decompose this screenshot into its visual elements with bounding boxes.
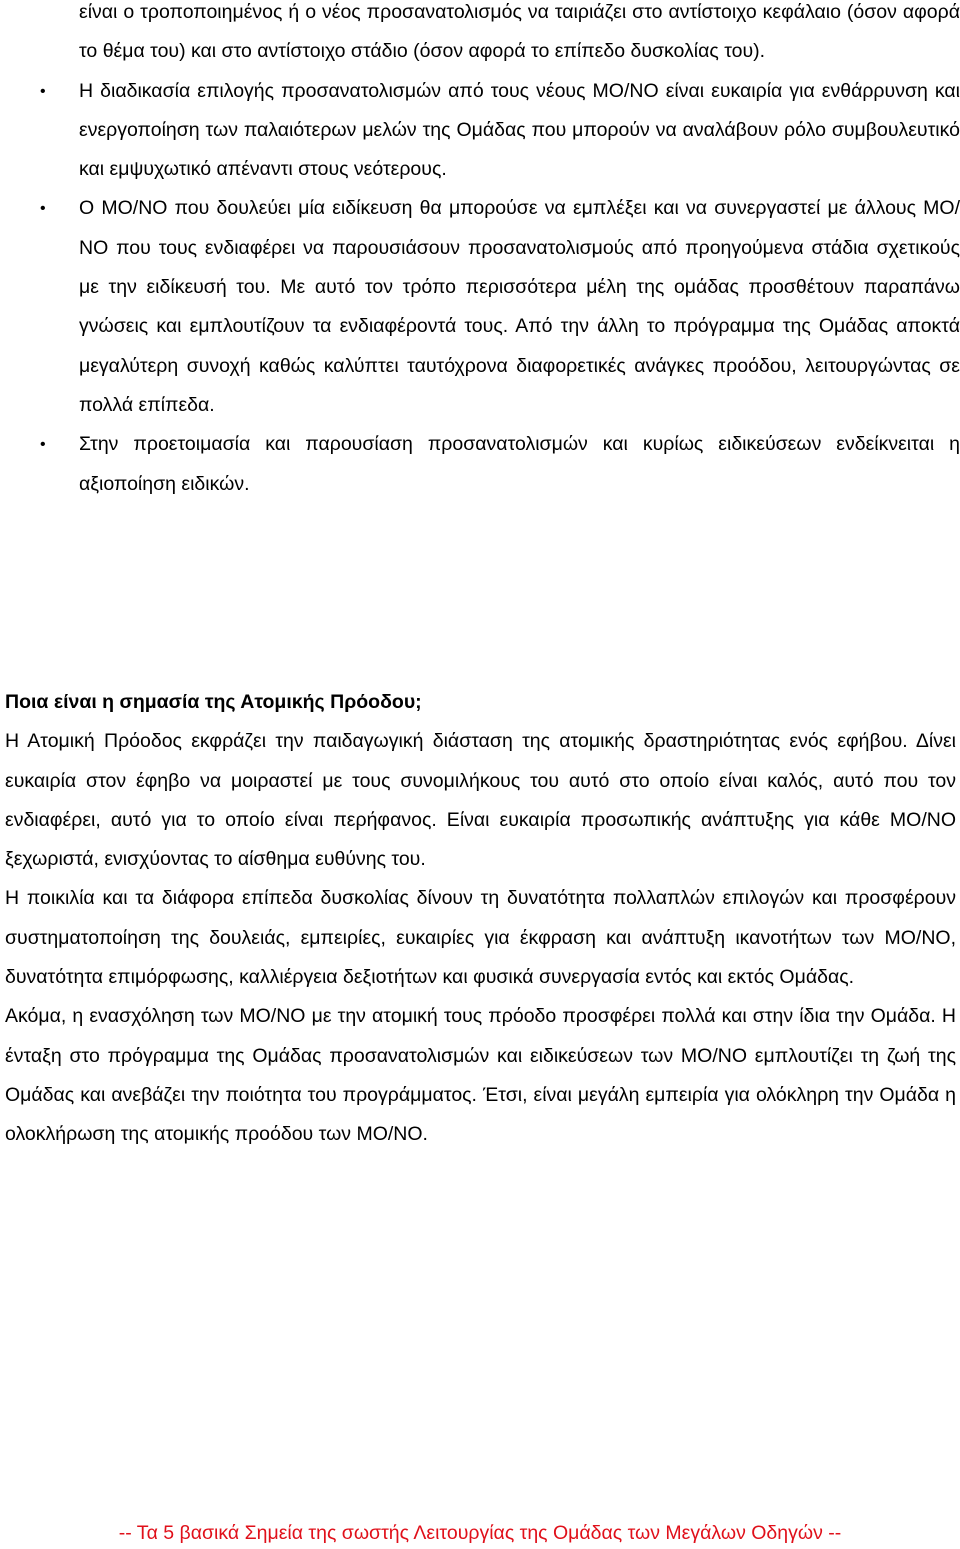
list-item-text: Ο ΜΟ/ΝΟ που δουλεύει μία ειδίκευση θα μπορούσε να εμπλέξει και να συνεργαστεί με άλλους ΜΟ/ΝΟ που τους ενδιαφέρει να παρουσιάσουν προσανατολισμούς από προηγούμενα στάδια σχετικούς με την ειδίκευσή του. Με αυτό τον τρόπο περισσότερα μέλη της ομάδας προσθέτουν παραπάνω γνώσεις και εμπλουτίζουν τα ενδιαφέροντά τους. Από την άλλη το πρόγραμμα της Ομάδας αποκτά μεγαλύτερη συνοχή καθώς καλύπτει ταυτόχρονα διαφορετικές ανάγκες προόδου, λειτουργώντας σε πολλά επίπεδα. xyxy=(79,197,960,416)
paragraph: Η Ατομική Πρόοδος εκφράζει την παιδαγωγική διάσταση της ατομικής δραστηριότητας ενός εφήβου. Δίνει ευκαιρία στον έφηβο να μοιραστεί με τους συνομιλήκους του αυτό στο οποίο είναι καλός, αυτό που τον ενδιαφέρει, αυτό για το οποίο είναι περήφανος. Είναι ευκαιρία προσωπικής ανάπτυξης για κάθε ΜΟ/ΝΟ ξεχωριστά, ενισχύοντας το αίσθημα ευθύνης του. xyxy=(5,730,956,871)
list-item xyxy=(0,72,960,190)
bullet-icon: • xyxy=(40,82,46,100)
list-item xyxy=(0,0,960,72)
paragraph: Η ποικιλία και τα διάφορα επίπεδα δυσκολίας δίνουν τη δυνατότητα πολλαπλών επιλογών και προσφέρουν συστηματοποίηση της δουλειάς, εμπειρίες, ευκαιρίες για έκφραση και ανάπτυξη ικανοτήτων των ΜΟ/ΝΟ, δυνατότητα επιμόρφωσης, καλλιέργεια δεξιοτήτων και φυσικά συνεργασία εντός και εκτός Ομάδας. xyxy=(5,887,956,989)
list-item xyxy=(0,425,960,504)
page-footer: -- Τα 5 βασικά Σημεία της σωστής Λειτουργίας της Ομάδας των Μεγάλων Οδηγών -- xyxy=(118,1522,842,1544)
paragraph: Ακόμα, η ενασχόληση των ΜΟ/ΝΟ με την ατομική τους πρόοδο προσφέρει πολλά και στην ίδια την Ομάδα. Η ένταξη στο πρόγραμμα της Ομάδας προσανατολισμών και ειδικεύσεων των ΜΟ/ΝΟ εμπλουτίζει τη ζωή της Ομάδας και ανεβάζει την ποιότητα του προγράμματος. Έτσι, είναι μεγάλη εμπειρία για ολόκληρη την Ομάδα η ολοκλήρωση της ατομικής προόδου των ΜΟ/ΝΟ. xyxy=(5,1005,956,1146)
bullet-list xyxy=(0,0,960,504)
section-individual-progress xyxy=(5,683,956,1155)
list-item-text: Η διαδικασία επιλογής προσανατολισμών από τους νέους ΜΟ/ΝΟ είναι ευκαιρία για ενθάρρυνση και ενεργοποίηση των παλαιότερων μελών της Ομάδας που μπορούν να αναλάβουν ρόλο συμβουλευτικό και εμψυχωτικό απέναντι στους νεότερους. xyxy=(79,79,960,181)
bullet-icon: • xyxy=(40,200,46,218)
list-item xyxy=(0,189,960,425)
list-item-text: είναι ο τροποποιημένος ή ο νέος προσανατολισμός να ταιριάζει στο αντίστοιχο κεφάλαιο (όσον αφορά το θέμα του) και στο αντίστοιχο στάδιο (όσον αφορά το επίπεδο δυσκολίας του). xyxy=(79,1,960,63)
section-heading: Ποια είναι η σημασία της Ατομικής Πρόοδου; xyxy=(5,691,422,713)
bullet-icon: • xyxy=(40,436,46,454)
list-item-text: Στην προετοιμασία και παρουσίαση προσανατολισμών και κυρίως ειδικεύσεων ενδείκνειται η αξιοποίηση ειδικών. xyxy=(79,433,960,495)
